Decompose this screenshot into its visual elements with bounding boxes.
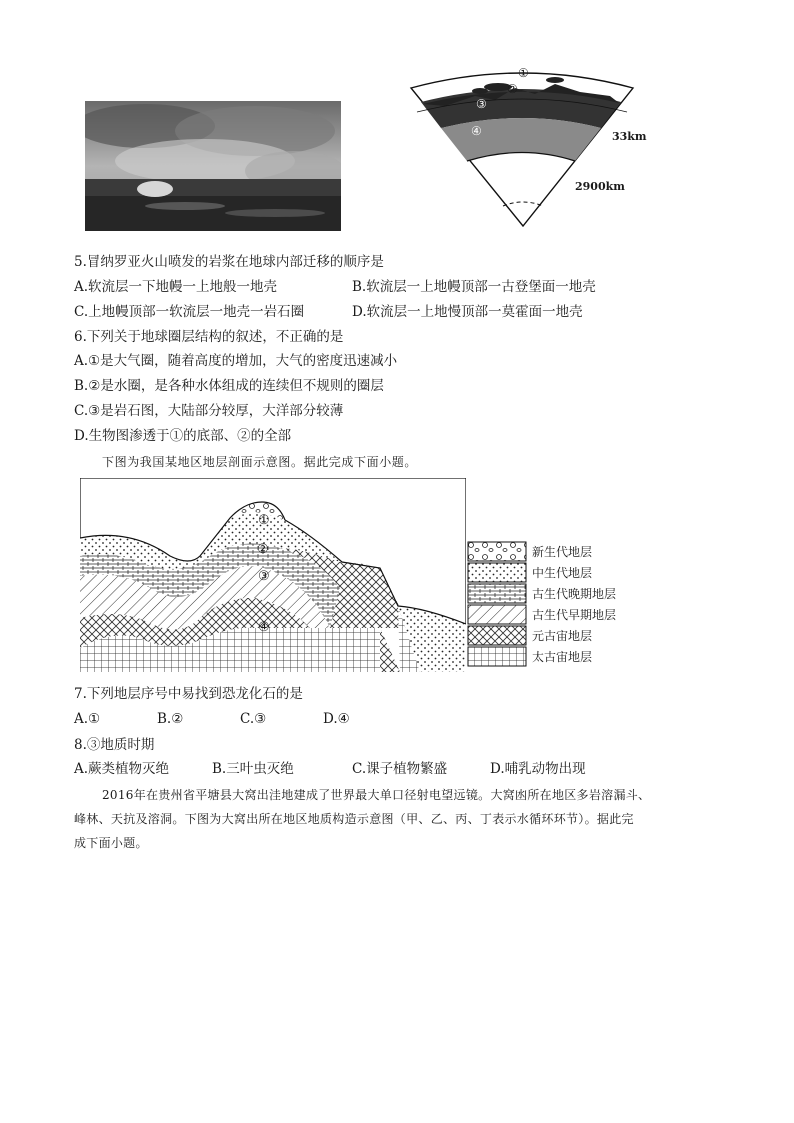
q8-option-c[interactable]: C.课子植物繁盛 — [352, 761, 448, 777]
q6-stem: 6.下列关于地球圈层结构的叙述，不正确的是 — [74, 329, 344, 345]
strata-label-1: ① — [258, 513, 270, 528]
q8-option-b[interactable]: B.三叶虫灭绝 — [212, 761, 294, 777]
q5-option-b[interactable]: B.软流层一上地幔顶部一古登堡面一地壳 — [352, 279, 596, 295]
q5-option-c[interactable]: C.上地幔顶部一软流层一地壳一岩石圈 — [74, 304, 305, 320]
depth-label-2900km: 2900km — [575, 180, 625, 193]
legend-proterozoic: 元古宙地层 — [532, 629, 593, 643]
strata-label-4: ④ — [258, 620, 270, 635]
strata-label-2: ② — [257, 542, 269, 557]
legend-cenozoic: 新生代地层 — [532, 545, 593, 559]
q5-stem: 5.冒纳罗亚火山喷发的岩浆在地球内部迁移的顺序是 — [74, 254, 384, 270]
q6-option-a[interactable]: A.①是大气圈，随着高度的增加，大气的密度迅速减小 — [74, 353, 398, 369]
earth-label-2: ② — [507, 82, 518, 96]
fast-intro-line2: 峰林、天抗及溶洞。下图为大窝出所在地区地质构造示意图（甲、乙、丙、丁表示水循环环节）。据此完 — [74, 812, 634, 826]
strata-cross-section — [80, 478, 466, 672]
volcano-photo — [85, 101, 341, 231]
earth-label-1: ① — [518, 66, 529, 80]
strata-legend-swatches — [467, 541, 527, 667]
q7-option-a[interactable]: A.① — [74, 711, 101, 727]
legend-archean: 太古宙地层 — [532, 650, 593, 664]
q7-option-d[interactable]: D.④ — [323, 711, 350, 727]
fast-intro-line3: 成下面小题。 — [74, 836, 148, 850]
q8-stem: 8.③地质时期 — [74, 737, 155, 753]
q5-option-a[interactable]: A.软流层一下地幔一上地般一地壳 — [74, 279, 278, 295]
earth-label-3: ③ — [476, 97, 487, 111]
legend-early-paleozoic: 古生代早期地层 — [532, 608, 617, 622]
q6-option-b[interactable]: B.②是水圈，是各种水体组成的连续但不规则的圈层 — [74, 378, 384, 394]
earth-label-4: ④ — [471, 124, 482, 138]
q7-option-b[interactable]: B.② — [157, 711, 184, 727]
earth-layers-diagram — [405, 66, 645, 236]
q7-option-c[interactable]: C.③ — [240, 711, 267, 727]
q6-option-c[interactable]: C.③是岩石图，大陆部分较厚，大洋部分较薄 — [74, 403, 344, 419]
depth-label-33km: 33km — [612, 130, 647, 143]
fast-intro-line1: 2016年在贵州省平塘县大窝出洼地建成了世界最大单口径射电望远镜。大窝凼所在地区多岩溶漏斗、 — [102, 788, 651, 802]
q8-option-d[interactable]: D.哺乳动物出现 — [490, 761, 586, 777]
q8-option-a[interactable]: A.蕨类植物灭绝 — [74, 761, 170, 777]
q5-option-d[interactable]: D.软流层一上地慢顶部一莫霍面一地壳 — [352, 304, 583, 320]
q7-stem: 7.下列地层序号中易找到恐龙化石的是 — [74, 686, 303, 702]
q6-option-d[interactable]: D.生物图渗透于①的底部、②的全部 — [74, 428, 292, 444]
strata-intro: 下图为我国某地区地层剖面示意图。据此完成下面小题。 — [102, 455, 418, 469]
legend-late-paleozoic: 古生代晚期地层 — [532, 587, 617, 601]
strata-label-3: ③ — [258, 569, 270, 584]
legend-mesozoic: 中生代地层 — [532, 566, 593, 580]
